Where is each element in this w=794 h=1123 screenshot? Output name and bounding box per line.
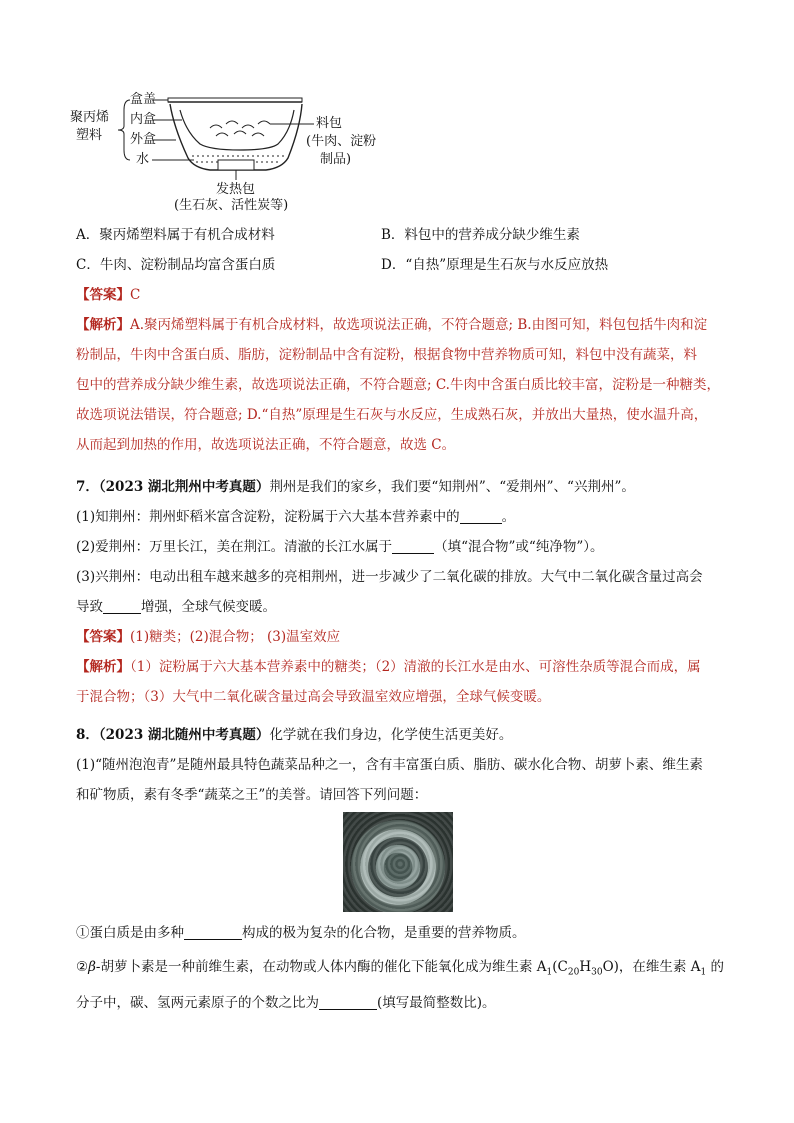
q6-analysis	[76, 310, 726, 460]
question-8	[76, 720, 726, 810]
subscript: 30	[591, 967, 603, 978]
polypropylene-label: 聚丙烯	[70, 110, 110, 125]
q8-sub1-line1: (1)“随州泡泡青”是随州最具特色蔬菜品种之一，含有丰富蛋白质、脂肪、碳水化合物、胡萝卜素、维生素	[76, 757, 703, 773]
subscript: 1	[546, 967, 553, 978]
food-bag-contents-label-2: 制品)	[320, 152, 352, 167]
answer-tag: 【答案】	[76, 287, 130, 303]
food-bag-label: 料包	[316, 116, 343, 131]
q7-sub1-text: (1)知荆州：荆州虾稻米富含淀粉，淀粉属于六大基本营养素中的	[76, 509, 460, 525]
q8-blank-2[interactable]	[319, 993, 377, 1010]
analysis-line: 故选项说法错误，符合题意; D.“自热”原理是生石灰与水反应，生成熟石灰，并放出大量热，使水温升高，	[76, 407, 708, 423]
analysis-line: 于混合物；（3）大气中二氧化碳含量过高会导致温室效应增强，全球气候变暖。	[76, 689, 551, 705]
q7-answer	[76, 622, 726, 652]
q8-source: （2023 湖北随州中考真题）	[98, 727, 270, 743]
q7-sub3-end: 增强，全球气候变暖。	[141, 599, 276, 615]
q7-number: 7．	[76, 479, 99, 495]
q8-item2-line2: 分子中，碳、氢两元素原子的个数之比为	[76, 994, 319, 1011]
analysis-line: 粉制品，牛肉中含蛋白质、脂肪，淀粉制品中含有淀粉，根据食物中营养物质可知，料包中没有蔬菜，料	[76, 347, 697, 363]
q8-item1-end: 构成的极为复杂的化合物，是重要的营养物质。	[242, 925, 526, 941]
formula-part: 的	[706, 959, 724, 975]
analysis-line: A.聚丙烯塑料属于有机合成材料，故选项说法正确，不符合题意; B.由图可知，料包包括牛肉和淀	[130, 317, 708, 333]
heat-pack-contents-label: (生石灰、活性炭等)	[174, 198, 289, 213]
subscript: 1	[700, 967, 707, 978]
beta-symbol: β	[88, 959, 96, 975]
q7-sub2-end: （填“混合物”或“纯净物”）。	[434, 539, 604, 555]
analysis-line: 包中的营养成分缺少维生素，故选项说法正确，不符合题意; C.牛肉中含蛋白质比较丰富，淀粉是一种糖类，	[76, 377, 720, 393]
q7-sub2-text: (2)爱荆州：万里长江，美在荆江。清澈的长江水属于	[76, 539, 393, 555]
food-bag-contents-label: (牛肉、淀粉	[306, 134, 377, 149]
water-label: 水	[136, 152, 150, 167]
q7-source: （2023 湖北荆州中考真题）	[98, 479, 270, 495]
answer-tag: 【答案】	[76, 629, 130, 645]
q8-stem: 化学就在我们身边，化学使生活更美好。	[269, 727, 513, 743]
cabbage-photo	[343, 812, 453, 912]
lid-label: 盒盖	[130, 92, 157, 107]
subscript: 20	[567, 967, 580, 978]
inner-box-label: 内盒	[130, 112, 157, 127]
formula-part: H	[579, 959, 592, 975]
q8-blank-1[interactable]	[184, 923, 242, 940]
analysis-tag: 【解析】	[76, 317, 130, 333]
q7-stem: 荆州是我们的家乡，我们要“知荆州”、“爱荆州”、“兴荆州”。	[269, 479, 635, 495]
formula-part: (C	[552, 959, 568, 975]
answer-value: (1)糖类；(2)混合物； (3)温室效应	[130, 629, 341, 645]
analysis-line: （1）淀粉属于六大基本营养素中的糖类；（2）清澈的长江水是由水、可溶性杂质等混合而成，属	[130, 659, 701, 675]
q8-number: 8．	[76, 727, 99, 743]
q7-sub1-end: 。	[501, 509, 516, 525]
q7-blank-3[interactable]	[103, 597, 141, 614]
q8-item2-text: -胡萝卜素是一种前维生素，在动物或人体内酶的催化下能氧化成为维生素 A	[95, 959, 547, 975]
option-b: B．料包中的营养成分缺少维生素	[381, 227, 580, 243]
q7-analysis	[76, 652, 726, 712]
q7-blank-1[interactable]	[460, 507, 502, 524]
question-7	[76, 472, 726, 712]
q8-item2-marker: ②	[76, 959, 89, 975]
outer-box-label: 外盒	[130, 132, 157, 147]
self-heating-box-diagram	[70, 88, 390, 218]
question-6	[76, 220, 726, 460]
formula-part: O)，在维生素 A	[602, 959, 701, 975]
q6-answer	[76, 280, 726, 310]
option-d: D．“自热”原理是生石灰与水反应放热	[381, 257, 609, 273]
plastic-label: 塑料	[76, 128, 103, 143]
q8-item2-line2-end: (填写最简整数比)。	[377, 994, 496, 1011]
analysis-tag: 【解析】	[76, 659, 130, 675]
q7-blank-2[interactable]	[392, 537, 434, 554]
analysis-line: 从而起到加热的作用，故选项说法正确，不符合题意，故选 C。	[76, 437, 456, 453]
option-c: C．牛肉、淀粉制品均富含蛋白质	[76, 257, 276, 273]
option-a: A．聚丙烯塑料属于有机合成材料	[76, 227, 275, 243]
question-8-items	[76, 918, 726, 1018]
q7-sub3-text: 导致	[76, 599, 103, 615]
q7-sub3-line1: (3)兴荆州：电动出租车越来越多的亮相荆州，进一步减少了二氧化碳的排放。大气中二氧化碳含量过高会	[76, 569, 703, 585]
heat-pack-label: 发热包	[216, 182, 256, 197]
q8-sub1-line2: 和矿物质，素有冬季“蔬菜之王”的美誉。请回答下列问题：	[76, 787, 428, 803]
q8-item1-text: ①蛋白质是由多种	[76, 925, 184, 941]
answer-value: C	[130, 287, 141, 303]
